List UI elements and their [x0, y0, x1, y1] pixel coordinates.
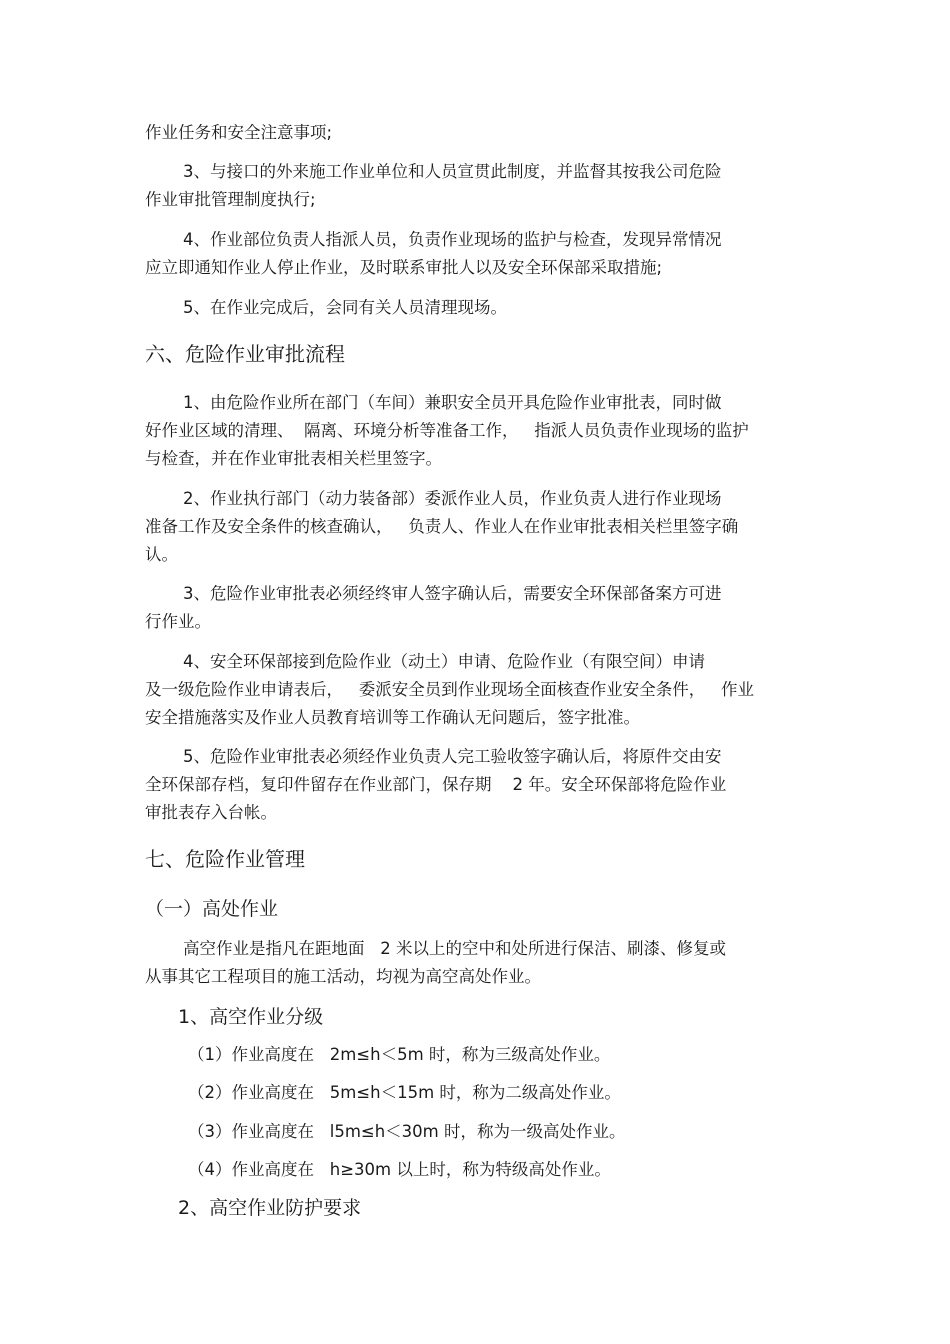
subsection-heading: 2、高空作业防护要求 [178, 1197, 362, 1219]
text-line: 作业审批管理制度执行; [145, 190, 316, 209]
list-item: （1）作业高度在 2m≤h＜5m 时，称为三级高处作业。 [188, 1045, 611, 1064]
text-line: 高空作业是指凡在距地面 2 米以上的空中和处所进行保洁、刷漆、修复或 [183, 939, 726, 958]
text-line: 3、与接口的外来施工作业单位和人员宣贯此制度，并监督其按我公司危险 [183, 162, 722, 181]
text-line: 4、作业部位负责人指派人员，负责作业现场的监护与检查，发现异常情况 [183, 230, 722, 249]
text-line: 3、危险作业审批表必须经终审人签字确认后，需要安全环保部备案方可进 [183, 584, 722, 603]
list-item: （3）作业高度在 l5m≤h＜30m 时，称为一级高处作业。 [188, 1122, 626, 1141]
text-line: 认。 [145, 545, 178, 564]
text-line: 全环保部存档，复印件留存在作业部门，保存期 2 年。安全环保部将危险作业 [145, 775, 727, 794]
text-line: 作业任务和安全注意事项; [145, 123, 333, 142]
text-line: 与检查，并在作业审批表相关栏里签字。 [145, 449, 442, 468]
text-line: 安全措施落实及作业人员教育培训等工作确认无问题后，签字批准。 [145, 708, 640, 727]
text-line: 好作业区域的清理、 隔离、环境分析等准备工作， 指派人员负责作业现场的监护 [145, 421, 749, 440]
section-heading: 七、危险作业管理 [145, 847, 305, 871]
subsection-heading: 1、高空作业分级 [178, 1006, 324, 1028]
text-line: 应立即通知作业人停止作业，及时联系审批人以及安全环保部采取措施; [145, 258, 663, 277]
text-line: 2、作业执行部门（动力装备部）委派作业人员，作业负责人进行作业现场 [183, 489, 722, 508]
text-line: 审批表存入台帐。 [145, 803, 277, 822]
text-line: 5、在作业完成后，会同有关人员清理现场。 [183, 298, 507, 317]
text-line: 从事其它工程项目的施工活动，均视为高空高处作业。 [145, 967, 541, 986]
text-line: 5、危险作业审批表必须经作业负责人完工验收签字确认后，将原件交由安 [183, 747, 722, 766]
subsection-heading: （一）高处作业 [145, 898, 279, 920]
text-line: 1、由危险作业所在部门（车间）兼职安全员开具危险作业审批表，同时做 [183, 393, 722, 412]
list-item: （2）作业高度在 5m≤h＜15m 时，称为二级高处作业。 [188, 1083, 621, 1102]
text-line: 4、安全环保部接到危险作业（动土）申请、危险作业（有限空间）申请 [183, 652, 705, 671]
section-heading: 六、危险作业审批流程 [145, 342, 345, 366]
text-line: 准备工作及安全条件的核查确认， 负责人、作业人在作业审批表相关栏里签字确 [145, 517, 739, 536]
list-item: （4）作业高度在 h≥30m 以上时，称为特级高处作业。 [188, 1160, 611, 1179]
text-line: 及一级危险作业申请表后， 委派安全员到作业现场全面核查作业安全条件， 作业 [145, 680, 754, 699]
text-line: 行作业。 [145, 612, 211, 631]
